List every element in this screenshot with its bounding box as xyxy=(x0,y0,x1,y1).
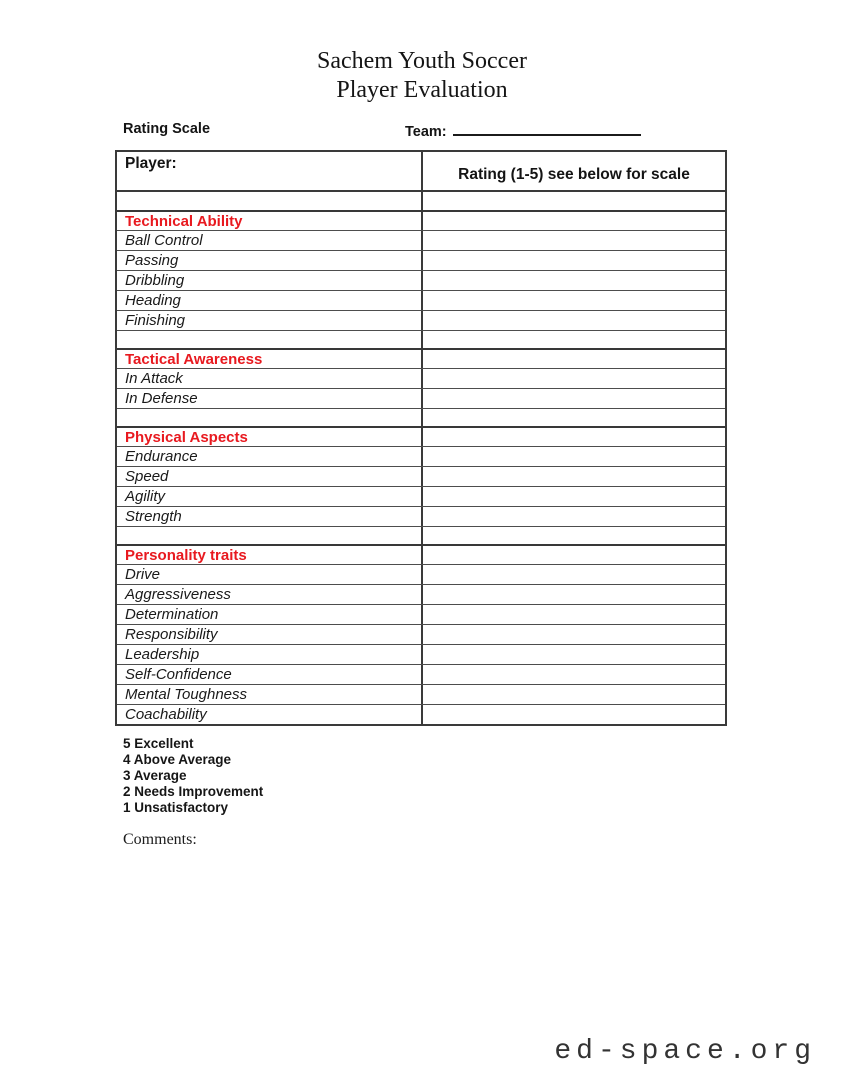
row-label: In Attack xyxy=(125,370,183,387)
skill-label-cell xyxy=(117,685,423,704)
rating-cell[interactable] xyxy=(423,389,725,408)
table-row xyxy=(117,408,725,426)
skill-label-cell xyxy=(117,271,423,290)
row-label: Ball Control xyxy=(125,232,203,249)
legend-item: 5 Excellent xyxy=(123,736,194,751)
skill-label-cell xyxy=(117,409,423,426)
row-label: Agility xyxy=(125,488,166,505)
rating-cell[interactable] xyxy=(423,291,725,310)
row-label: Responsibility xyxy=(125,626,218,643)
player-label: Player: xyxy=(125,155,177,172)
table-row xyxy=(117,426,725,446)
row-label: Speed xyxy=(125,468,169,485)
skill-label-cell xyxy=(117,565,423,584)
row-label: Aggressiveness xyxy=(125,586,231,603)
rating-cell xyxy=(423,546,725,564)
table-body xyxy=(117,192,725,724)
table-row xyxy=(117,644,725,664)
skill-label-cell xyxy=(117,311,423,330)
table-row xyxy=(117,348,725,368)
skill-label-cell xyxy=(117,447,423,466)
rating-cell[interactable] xyxy=(423,369,725,388)
row-label: Technical Ability xyxy=(125,213,243,230)
rating-cell[interactable] xyxy=(423,251,725,270)
rating-cell xyxy=(423,192,725,210)
table-row xyxy=(117,310,725,330)
table-row xyxy=(117,210,725,230)
form-title-line2: Player Evaluation xyxy=(336,77,508,103)
skill-label-cell xyxy=(117,605,423,624)
rating-cell[interactable] xyxy=(423,685,725,704)
skill-label-cell xyxy=(117,389,423,408)
table-row xyxy=(117,684,725,704)
section-header-cell xyxy=(117,212,423,230)
rating-cell xyxy=(423,409,725,426)
form-title-line1: Sachem Youth Soccer xyxy=(317,48,527,74)
skill-label-cell xyxy=(117,585,423,604)
player-name-field[interactable] xyxy=(117,152,423,190)
row-label: Personality traits xyxy=(125,547,247,564)
table-row xyxy=(117,564,725,584)
table-row xyxy=(117,192,725,210)
rating-cell[interactable] xyxy=(423,231,725,250)
rating-legend xyxy=(123,736,263,816)
rating-cell[interactable] xyxy=(423,705,725,724)
section-header-cell xyxy=(117,350,423,368)
table-row xyxy=(117,544,725,564)
row-label: Leadership xyxy=(125,646,200,663)
rating-cell[interactable] xyxy=(423,447,725,466)
row-label: Self-Confidence xyxy=(125,666,232,683)
rating-column-header: Rating (1-5) see below for scale xyxy=(458,165,690,183)
table-row xyxy=(117,604,725,624)
section-header-cell xyxy=(117,546,423,564)
skill-label-cell xyxy=(117,251,423,270)
row-label: Endurance xyxy=(125,448,198,465)
rating-cell[interactable] xyxy=(423,467,725,486)
rating-cell[interactable] xyxy=(423,507,725,526)
table-row xyxy=(117,270,725,290)
team-label: Team: xyxy=(405,124,447,140)
section-header-cell xyxy=(117,428,423,446)
rating-cell xyxy=(423,350,725,368)
row-label: Drive xyxy=(125,566,161,583)
skill-label-cell xyxy=(117,487,423,506)
row-label: Determination xyxy=(125,606,219,623)
rating-cell[interactable] xyxy=(423,271,725,290)
skill-label-cell xyxy=(117,645,423,664)
skill-label-cell xyxy=(117,192,423,210)
rating-scale-label: Rating Scale xyxy=(123,121,211,137)
row-label: Finishing xyxy=(125,312,186,329)
rating-cell xyxy=(423,527,725,544)
skill-label-cell xyxy=(117,625,423,644)
table-row xyxy=(117,704,725,724)
table-row xyxy=(117,466,725,486)
skill-label-cell xyxy=(117,331,423,348)
rating-cell[interactable] xyxy=(423,311,725,330)
row-label: Tactical Awareness xyxy=(125,351,263,368)
row-label: Strength xyxy=(125,508,182,525)
row-label: Physical Aspects xyxy=(125,429,248,446)
rating-cell[interactable] xyxy=(423,625,725,644)
table-row xyxy=(117,506,725,526)
rating-cell[interactable] xyxy=(423,585,725,604)
table-row xyxy=(117,230,725,250)
table-row xyxy=(117,526,725,544)
comments-label: Comments: xyxy=(123,831,197,848)
team-name-field[interactable] xyxy=(453,121,641,136)
skill-label-cell xyxy=(117,467,423,486)
table-row xyxy=(117,388,725,408)
form-title xyxy=(0,47,844,105)
skill-label-cell xyxy=(117,231,423,250)
legend-item: 1 Unsatisfactory xyxy=(123,800,229,815)
rating-cell[interactable] xyxy=(423,645,725,664)
rating-cell[interactable] xyxy=(423,665,725,684)
table-row xyxy=(117,486,725,506)
legend-item: 4 Above Average xyxy=(123,752,232,767)
table-row xyxy=(117,624,725,644)
skill-label-cell xyxy=(117,527,423,544)
row-label: Dribbling xyxy=(125,272,185,289)
table-row xyxy=(117,330,725,348)
team-field-group xyxy=(405,121,641,140)
skill-label-cell xyxy=(117,291,423,310)
table-row xyxy=(117,250,725,270)
skill-label-cell xyxy=(117,369,423,388)
legend-item: 3 Average xyxy=(123,768,187,783)
row-label: Mental Toughness xyxy=(125,686,248,703)
watermark-text: ed-space.org xyxy=(554,1036,816,1067)
skill-label-cell xyxy=(117,665,423,684)
rating-cell[interactable] xyxy=(423,565,725,584)
rating-cell xyxy=(423,331,725,348)
table-row xyxy=(117,446,725,466)
rating-cell xyxy=(423,212,725,230)
table-row xyxy=(117,290,725,310)
evaluation-table xyxy=(115,150,727,726)
rating-cell[interactable] xyxy=(423,487,725,506)
table-row xyxy=(117,664,725,684)
rating-cell xyxy=(423,428,725,446)
skill-label-cell xyxy=(117,705,423,724)
legend-item: 2 Needs Improvement xyxy=(123,784,264,799)
row-label: Passing xyxy=(125,252,179,269)
table-row xyxy=(117,368,725,388)
table-header-row xyxy=(117,152,725,192)
row-label: In Defense xyxy=(125,390,198,407)
skill-label-cell xyxy=(117,507,423,526)
table-row xyxy=(117,584,725,604)
row-label: Coachability xyxy=(125,706,207,723)
row-label: Heading xyxy=(125,292,181,309)
rating-cell[interactable] xyxy=(423,605,725,624)
